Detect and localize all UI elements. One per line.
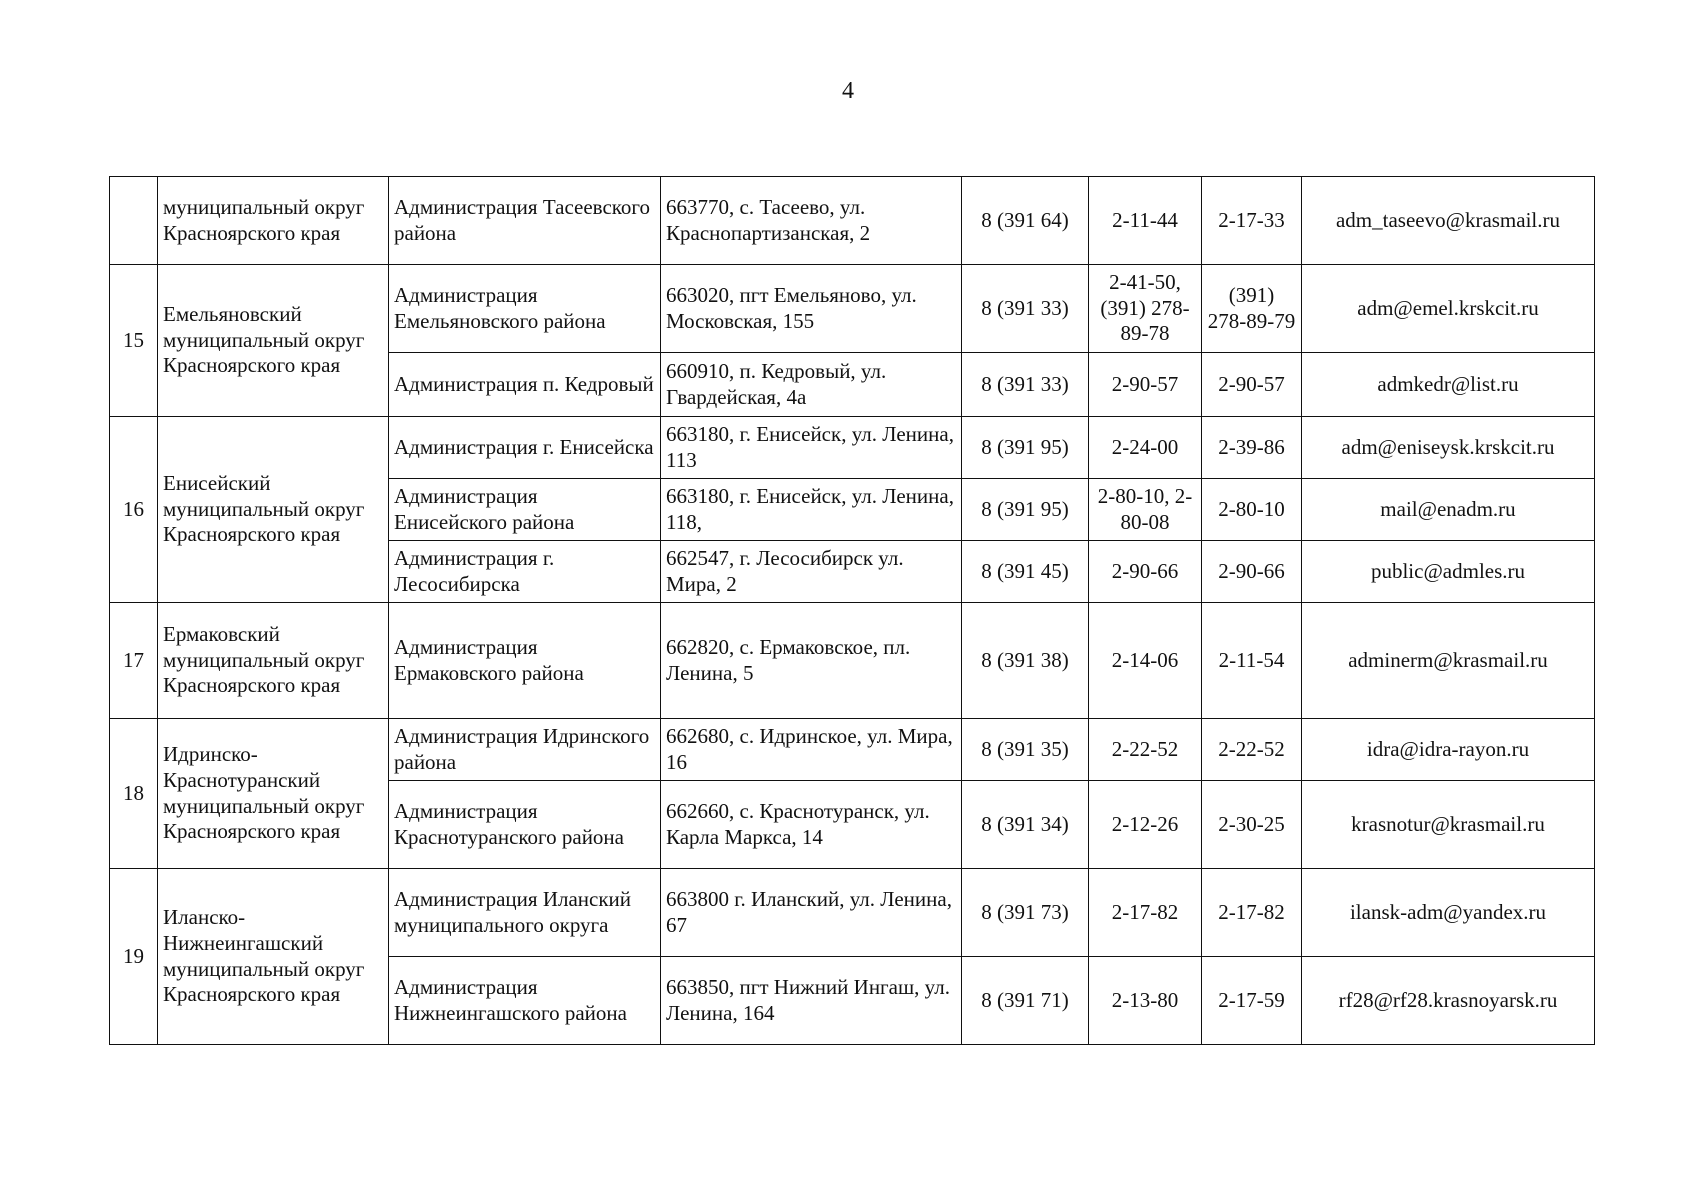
phone-number: 2-80-10, 2-80-08 xyxy=(1089,479,1202,541)
table-row xyxy=(110,603,1595,719)
phone-code: 8 (391 38) xyxy=(962,603,1089,719)
fax-number: 2-11-54 xyxy=(1202,603,1302,719)
phone-code: 8 (391 35) xyxy=(962,719,1089,781)
phone-code: 8 (391 34) xyxy=(962,781,1089,869)
email-link[interactable]: idra@idra-rayon.ru xyxy=(1302,719,1595,781)
address: 663800 г. Иланский, ул. Ленина, 67 xyxy=(661,869,962,957)
fax-number: 2-90-66 xyxy=(1202,541,1302,603)
row-number: 19 xyxy=(110,869,158,1045)
district-name: Идринско-Краснотуранский муниципальный округ Красноярского края xyxy=(158,719,389,869)
phone-number: 2-24-00 xyxy=(1089,417,1202,479)
administration-name: Администрация Нижнеингашского района xyxy=(389,957,661,1045)
administration-name: Администрация Краснотуранского района xyxy=(389,781,661,869)
fax-number: 2-17-82 xyxy=(1202,869,1302,957)
phone-number: 2-11-44 xyxy=(1089,177,1202,265)
row-number: 17 xyxy=(110,603,158,719)
phone-code: 8 (391 95) xyxy=(962,479,1089,541)
phone-code: 8 (391 73) xyxy=(962,869,1089,957)
row-number: 15 xyxy=(110,265,158,417)
email-link[interactable]: rf28@rf28.krasnoyarsk.ru xyxy=(1302,957,1595,1045)
address: 663770, с. Тасеево, ул. Краснопартизанская, 2 xyxy=(661,177,962,265)
district-name: Емельяновский муниципальный округ Красноярского края xyxy=(158,265,389,417)
email-link[interactable]: adm_taseevo@krasmail.ru xyxy=(1302,177,1595,265)
email-link[interactable]: admkedr@list.ru xyxy=(1302,353,1595,417)
email-link[interactable]: ilansk-adm@yandex.ru xyxy=(1302,869,1595,957)
administration-name: Администрация г. Лесосибирска xyxy=(389,541,661,603)
email-link[interactable]: mail@enadm.ru xyxy=(1302,479,1595,541)
fax-number: (391) 278-89-79 xyxy=(1202,265,1302,353)
fax-number: 2-17-59 xyxy=(1202,957,1302,1045)
phone-number: 2-22-52 xyxy=(1089,719,1202,781)
phone-code: 8 (391 33) xyxy=(962,265,1089,353)
fax-number: 2-80-10 xyxy=(1202,479,1302,541)
administration-name: Администрация Идринского района xyxy=(389,719,661,781)
table-row xyxy=(110,869,1595,957)
phone-number: 2-14-06 xyxy=(1089,603,1202,719)
row-number: 18 xyxy=(110,719,158,869)
table-row xyxy=(110,177,1595,265)
phone-code: 8 (391 95) xyxy=(962,417,1089,479)
administrations-table xyxy=(109,176,1595,1045)
phone-code: 8 (391 33) xyxy=(962,353,1089,417)
administration-name: Администрация Иланский муниципального округа xyxy=(389,869,661,957)
administration-name: Администрация г. Енисейска xyxy=(389,417,661,479)
administration-name: Администрация Ермаковского района xyxy=(389,603,661,719)
district-name: Ермаковский муниципальный округ Красноярского края xyxy=(158,603,389,719)
table-row xyxy=(110,265,1595,353)
phone-number: 2-12-26 xyxy=(1089,781,1202,869)
phone-number: 2-17-82 xyxy=(1089,869,1202,957)
district-name: Иланско-Нижнеингашский муниципальный округ Красноярского края xyxy=(158,869,389,1045)
address: 660910, п. Кедровый, ул. Гвардейская, 4а xyxy=(661,353,962,417)
address: 662660, с. Краснотуранск, ул. Карла Маркса, 14 xyxy=(661,781,962,869)
administration-name: Администрация Емельяновского района xyxy=(389,265,661,353)
address: 662680, с. Идринское, ул. Мира, 16 xyxy=(661,719,962,781)
row-number: 16 xyxy=(110,417,158,603)
table-row xyxy=(110,719,1595,781)
table-row xyxy=(110,417,1595,479)
administration-name: Администрация Тасеевского района xyxy=(389,177,661,265)
phone-number: 2-90-57 xyxy=(1089,353,1202,417)
phone-code: 8 (391 64) xyxy=(962,177,1089,265)
address: 663180, г. Енисейск, ул. Ленина, 113 xyxy=(661,417,962,479)
administration-name: Администрация п. Кедровый xyxy=(389,353,661,417)
fax-number: 2-17-33 xyxy=(1202,177,1302,265)
fax-number: 2-39-86 xyxy=(1202,417,1302,479)
fax-number: 2-30-25 xyxy=(1202,781,1302,869)
phone-number: 2-90-66 xyxy=(1089,541,1202,603)
table-body xyxy=(110,177,1595,1045)
email-link[interactable]: adm@emel.krskcit.ru xyxy=(1302,265,1595,353)
address: 663850, пгт Нижний Ингаш, ул. Ленина, 164 xyxy=(661,957,962,1045)
row-number xyxy=(110,177,158,265)
email-link[interactable]: adm@eniseysk.krskcit.ru xyxy=(1302,417,1595,479)
page-number: 4 xyxy=(842,78,854,104)
phone-number: 2-13-80 xyxy=(1089,957,1202,1045)
email-link[interactable]: krasnotur@krasmail.ru xyxy=(1302,781,1595,869)
address: 662820, с. Ермаковское, пл. Ленина, 5 xyxy=(661,603,962,719)
fax-number: 2-90-57 xyxy=(1202,353,1302,417)
district-name: Енисейский муниципальный округ Красноярского края xyxy=(158,417,389,603)
address: 663020, пгт Емельяново, ул. Московская, 155 xyxy=(661,265,962,353)
district-name: муниципальный округ Красноярского края xyxy=(158,177,389,265)
fax-number: 2-22-52 xyxy=(1202,719,1302,781)
phone-code: 8 (391 45) xyxy=(962,541,1089,603)
phone-code: 8 (391 71) xyxy=(962,957,1089,1045)
email-link[interactable]: public@admles.ru xyxy=(1302,541,1595,603)
phone-number: 2-41-50, (391) 278-89-78 xyxy=(1089,265,1202,353)
address: 662547, г. Лесосибирск ул. Мира, 2 xyxy=(661,541,962,603)
administration-name: Администрация Енисейского района xyxy=(389,479,661,541)
address: 663180, г. Енисейск, ул. Ленина, 118, xyxy=(661,479,962,541)
email-link[interactable]: adminerm@krasmail.ru xyxy=(1302,603,1595,719)
